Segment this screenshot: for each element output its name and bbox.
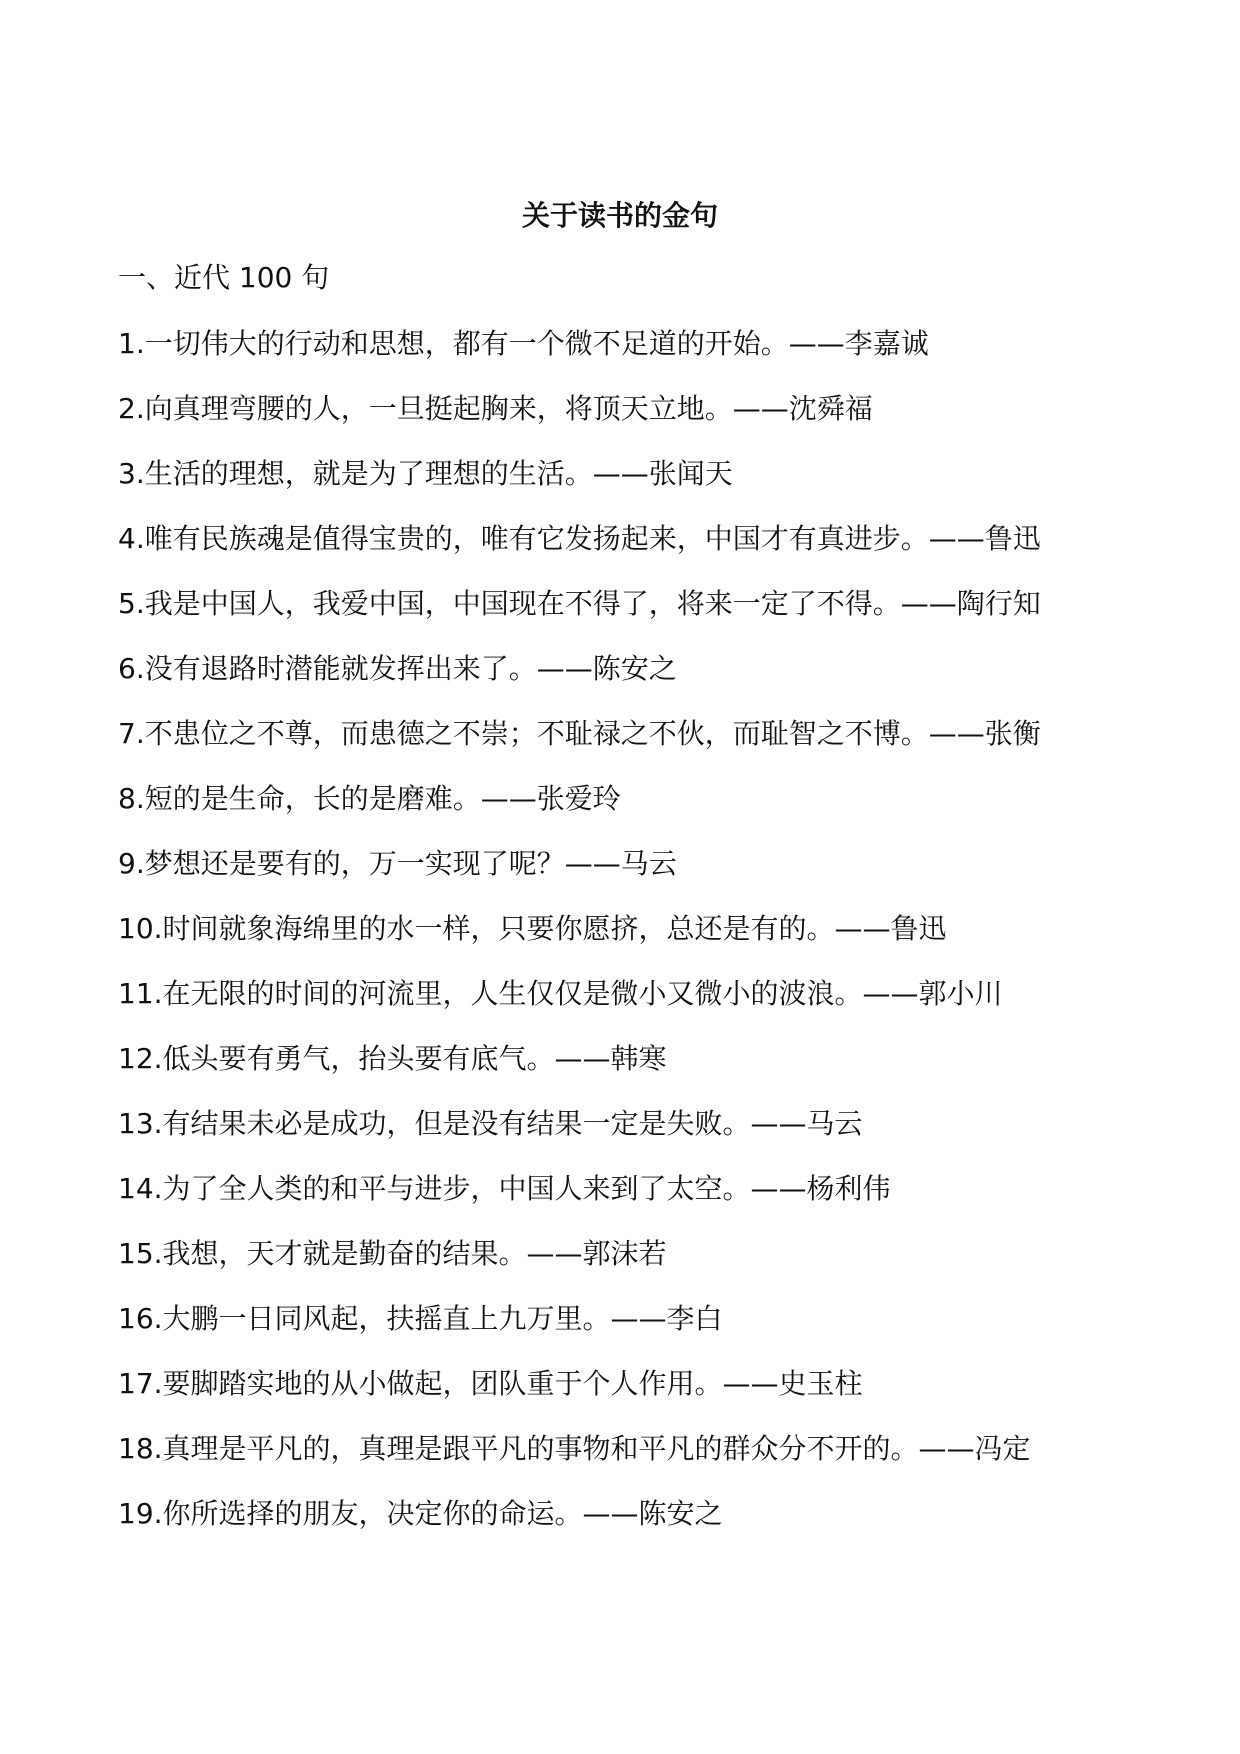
document-title: 关于读书的金句 [521,199,718,232]
quote-item: 4.唯有民族魂是值得宝贵的，唯有它发扬起来，中国才有真进步。——鲁迅 [118,522,1041,555]
section-heading: 一、近代 100 句 [118,261,330,294]
quote-item: 7.不患位之不尊，而患德之不崇；不耻禄之不伙，而耻智之不博。——张衡 [118,717,1041,750]
quote-item: 5.我是中国人，我爱中国，中国现在不得了，将来一定了不得。——陶行知 [118,587,1041,620]
quote-item: 17.要脚踏实地的从小做起，团队重于个人作用。——史玉柱 [118,1367,863,1400]
quote-list [118,324,1138,1559]
quote-item: 12.低头要有勇气，抬头要有底气。——韩寒 [118,1042,667,1075]
quote-item: 18.真理是平凡的，真理是跟平凡的事物和平凡的群众分不开的。——冯定 [118,1432,1031,1465]
quote-item: 2.向真理弯腰的人，一旦挺起胸来，将顶天立地。——沈舜福 [118,392,873,425]
quote-item: 9.梦想还是要有的，万一实现了呢？——马云 [118,847,677,880]
quote-item: 8.短的是生命，长的是磨难。——张爱玲 [118,782,621,815]
quote-item: 11.在无限的时间的河流里，人生仅仅是微小又微小的波浪。——郭小川 [118,977,1003,1010]
quote-item: 1.一切伟大的行动和思想，都有一个微不足道的开始。——李嘉诚 [118,327,929,360]
quote-item: 14.为了全人类的和平与进步，中国人来到了太空。——杨利伟 [118,1172,891,1205]
quote-item: 15.我想，天才就是勤奋的结果。——郭沫若 [118,1237,667,1270]
quote-item: 19.你所选择的朋友，决定你的命运。——陈安之 [118,1497,723,1530]
quote-item: 13.有结果未必是成功，但是没有结果一定是失败。——马云 [118,1107,863,1140]
quote-item: 6.没有退路时潜能就发挥出来了。——陈安之 [118,652,677,685]
quote-item: 3.生活的理想，就是为了理想的生活。——张闻天 [118,457,733,490]
quote-item: 10.时间就象海绵里的水一样，只要你愿挤，总还是有的。——鲁迅 [118,912,947,945]
quote-item: 16.大鹏一日同风起，扶摇直上九万里。——李白 [118,1302,723,1335]
